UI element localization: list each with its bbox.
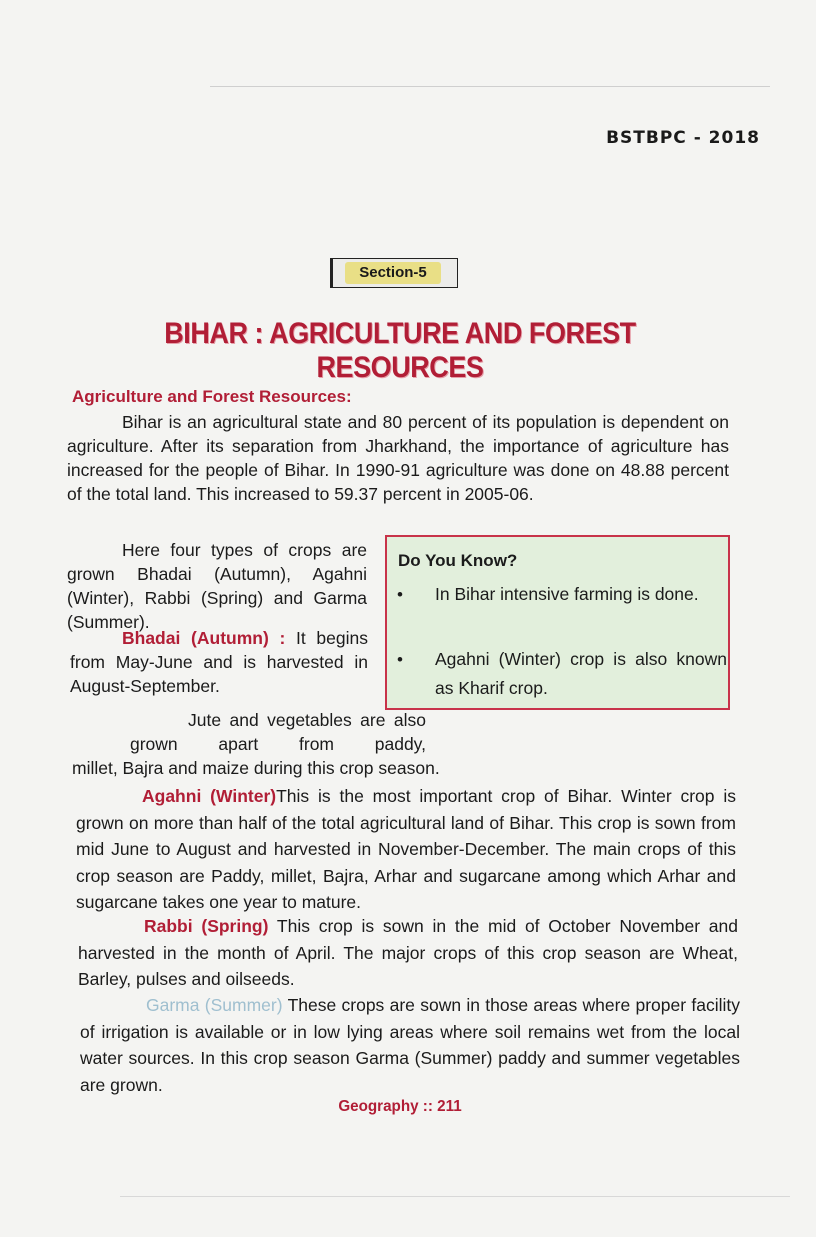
do-you-know-item-text: In Bihar intensive farming is done. [435, 584, 699, 604]
bullet-icon: • [397, 650, 403, 669]
jute-line-1: Jute and vegetables are also grown apart from paddy, [130, 710, 426, 754]
section-label: Section-5 [345, 262, 441, 284]
jute-paragraph [72, 708, 492, 780]
intro-paragraph: Bihar is an agricultural state and 80 percent of its population is dependent on agriculture. After its separation from Jharkhand, the importance of agriculture has increased for the people of Bihar. In 1990-91 agriculture was done on 48.88 percent of the total land. This increased to 59.37 percent in 2005-06. [67, 412, 729, 504]
agahni-text: This is the most important crop of Bihar. Winter crop is grown on more than half of the total agricultural land of Bihar. This crop is sown from mid June to August and harvested in November-December. The main crops of this crop season are Paddy, millet, Bajra, Arhar and sugarcane among which Arhar and sugarcane takes one year to mature. [76, 786, 736, 912]
rabbi-paragraph [78, 913, 738, 993]
garma-text: These crops are sown in those areas where proper facility of irrigation is available or in low lying areas where soil remains wet from the local water sources. In this crop season Garma (Summer) paddy and summer vegetables are grown. [80, 995, 740, 1095]
do-you-know-box [385, 535, 730, 710]
sub-heading: Agriculture and Forest Resources: [72, 387, 352, 406]
garma-paragraph [80, 992, 740, 1098]
bhadai-paragraph [70, 626, 368, 698]
rabbi-text: This crop is sown in the mid of October November and harvested in the month of April. The major crops of this crop season are Wheat, Barley, pulses and oilseeds. [78, 916, 738, 989]
garma-label: Garma (Summer) [146, 995, 283, 1015]
bullet-icon: • [397, 585, 403, 604]
header-code: BSTBPC - 2018 [606, 128, 760, 148]
do-you-know-item-text: Agahni (Winter) crop is also known as Kharif crop. [435, 649, 727, 698]
rabbi-label: Rabbi (Spring) [144, 916, 269, 936]
bottom-rule [120, 1196, 790, 1197]
top-rule [210, 86, 770, 87]
do-you-know-title: Do You Know? [398, 551, 518, 570]
page-footer: Geography :: 211 [338, 1098, 462, 1115]
crop-types-paragraph: Here four types of crops are grown Bhadai (Autumn), Agahni (Winter), Rabbi (Spring) and Garma (Summer). [67, 540, 367, 632]
jute-line-2: millet, Bajra and maize during this crop season. [72, 758, 440, 778]
bhadai-text: It begins from May-June and is harvested in August-September. [70, 628, 368, 696]
agahni-paragraph [76, 783, 736, 916]
agahni-label: Agahni (Winter) [142, 786, 277, 806]
section-badge [330, 258, 458, 288]
page-title: BIHAR : AGRICULTURE AND FOREST RESOURCES [164, 317, 636, 384]
bhadai-label: Bhadai (Autumn) : [122, 628, 286, 648]
